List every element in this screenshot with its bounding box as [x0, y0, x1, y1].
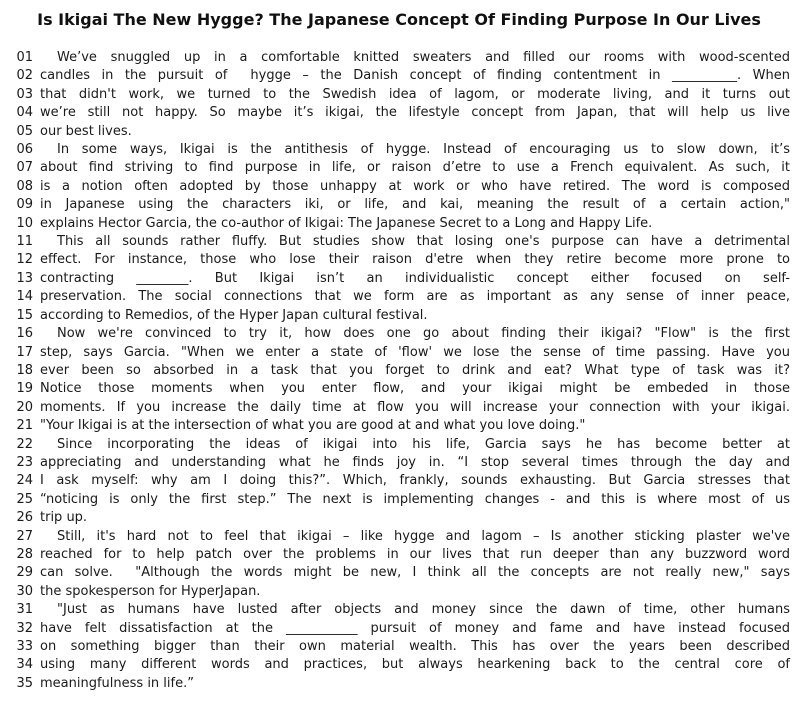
passage-line: [0, 656, 798, 674]
line-number: 27: [16, 528, 33, 544]
line-number: 21: [16, 418, 33, 434]
line-number: 10: [16, 215, 33, 231]
line-number: 04: [16, 105, 33, 121]
line-text: step, says Garcia. "When we enter a state of 'flow' we lose the sense of time passing. Have you: [40, 344, 790, 360]
line-number: 15: [16, 307, 33, 323]
passage-line: [0, 399, 798, 417]
passage-line: [0, 472, 798, 490]
passage-line: [0, 564, 798, 582]
passage-line: [0, 454, 798, 472]
line-number: 11: [16, 234, 33, 250]
line-number: 08: [16, 178, 33, 194]
line-number: 24: [16, 473, 33, 489]
passage-line: [0, 528, 798, 546]
line-number: 06: [16, 142, 33, 158]
line-number: 12: [16, 252, 33, 268]
line-text: In some ways, Ikigai is the antithesis of hygge. Instead of encouraging us to slow down, it’s: [57, 142, 790, 158]
line-number: 28: [16, 546, 33, 562]
line-number: 07: [16, 160, 33, 176]
line-number: 22: [16, 436, 33, 452]
passage-line: [0, 638, 798, 656]
line-text: ever been so absorbed in a task that you forget to drink and eat? What type of task was it?: [40, 362, 790, 378]
passage-line: [0, 601, 798, 619]
line-number: 23: [16, 454, 33, 470]
line-text: have felt dissatisfaction at the ___________ pursuit of money and fame and have instead focused: [40, 620, 790, 636]
line-text: can solve. "Although the words might be new, I think all the concepts are not really new," says: [40, 565, 790, 581]
line-number: 02: [16, 68, 33, 84]
line-number: 35: [16, 675, 33, 691]
line-text: reached for to help patch over the problems in our lives that run deeper than any buzzword word: [40, 546, 790, 562]
line-text: Now we're convinced to try it, how does one go about finding their ikigai? "Flow" is the first: [57, 326, 790, 342]
passage-line: [0, 675, 798, 693]
line-number: 30: [16, 583, 33, 599]
line-text: on something bigger than their own material wealth. This has over the years been described: [40, 639, 790, 654]
line-number: 32: [16, 620, 33, 636]
line-text: I ask myself: why am I doing this?”. Which, frankly, sounds exhausting. But Garcia stresses that: [40, 473, 790, 489]
line-number: 29: [16, 565, 33, 581]
line-number: 09: [16, 197, 33, 213]
line-number: 13: [16, 270, 33, 286]
passage-line: [0, 417, 798, 435]
line-number: 20: [16, 399, 33, 415]
passage-line: [0, 344, 798, 362]
passage-line: [0, 196, 798, 214]
line-number: 26: [16, 510, 33, 526]
passage-lines: [0, 49, 798, 693]
passage-line: [0, 620, 798, 638]
passage-line: [0, 123, 798, 141]
line-text: effect. For instance, those who lose their raison d'etre when they retire become more prone to: [40, 252, 790, 268]
line-number: 33: [16, 639, 33, 654]
line-text: is a notion often adopted by those unhappy at work or who have retired. The word is composed: [40, 178, 790, 194]
line-text: we’re still not happy. So maybe it’s ikigai, the lifestyle concept from Japan, that will help us live: [40, 105, 790, 121]
passage-line: [0, 49, 798, 67]
line-text: moments. If you increase the daily time at flow you will increase your connection with your ikigai.: [40, 399, 790, 415]
passage-line: [0, 307, 798, 325]
passage-line: [0, 380, 798, 398]
line-text: our best lives.: [40, 123, 132, 139]
line-number: 18: [16, 362, 33, 378]
passage-line: [0, 104, 798, 122]
line-number: 05: [16, 123, 33, 139]
line-number: 14: [16, 289, 33, 305]
line-number: 31: [16, 602, 33, 618]
worksheet-page: [0, 10, 798, 693]
line-text: preservation. The social connections that we form are as important as any sense of inner peace,: [40, 289, 790, 305]
passage-line: [0, 491, 798, 509]
line-number: 25: [16, 491, 33, 507]
line-text: This all sounds rather fluffy. But studies show that losing one's purpose can have a detrimental: [57, 234, 790, 250]
line-text: that didn't work, we turned to the Swedish idea of lagom, or moderate living, and it turns out: [40, 86, 790, 102]
passage-line: [0, 215, 798, 233]
passage-line: [0, 362, 798, 380]
line-number: 17: [16, 344, 33, 360]
line-text: Notice those moments when you enter flow, and your ikigai might be embeded in those: [40, 381, 790, 397]
passage-line: [0, 178, 798, 196]
line-text: appreciating and understanding what he finds joy in. “I stop several times through the day and: [40, 454, 790, 470]
line-text: We’ve snuggled up in a comfortable knitted sweaters and filled our rooms with wood-scented: [57, 50, 790, 65]
passage-line: [0, 141, 798, 159]
line-text: the spokesperson for HyperJapan.: [40, 583, 261, 599]
line-number: 16: [16, 326, 33, 342]
passage-line: [0, 288, 798, 306]
line-text: candles in the pursuit of hygge – the Danish concept of finding contentment in __________. When: [40, 68, 790, 84]
line-text: explains Hector Garcia, the co-author of Ikigai: The Japanese Secret to a Long and Happy Life.: [40, 215, 653, 231]
line-text: meaningfulness in life.”: [40, 675, 194, 691]
line-text: according to Remedios, of the Hyper Japan cultural festival.: [40, 307, 428, 323]
passage-line: [0, 159, 798, 177]
line-text: "Your Ikigai is at the intersection of what you are good at and what you love doing.": [40, 418, 586, 434]
passage-line: [0, 546, 798, 564]
line-text: "Just as humans have lusted after objects and money since the dawn of time, other humans: [57, 602, 790, 618]
line-number: 19: [16, 381, 33, 397]
passage-line: [0, 67, 798, 85]
line-number: 03: [16, 86, 33, 102]
line-number: 34: [16, 657, 33, 673]
line-text: Since incorporating the ideas of ikigai into his life, Garcia says he has become better at: [57, 436, 790, 452]
line-text: using many different words and practices, but always hearkening back to the central core of: [40, 657, 790, 673]
line-text: trip up.: [40, 510, 88, 526]
line-text: about find striving to find purpose in life, or raison d’etre to use a French equivalent. As such, it: [40, 160, 790, 176]
passage-line: [0, 233, 798, 251]
passage-line: [0, 509, 798, 527]
passage-line: [0, 270, 798, 288]
line-text: contracting ________. But Ikigai isn’t an individualistic concept either focused on self-: [40, 270, 790, 286]
line-text: in Japanese using the characters iki, or life, and kai, meaning the result of a certain action,": [40, 197, 790, 213]
passage-line: [0, 436, 798, 454]
passage-line: [0, 251, 798, 269]
line-text: Still, it's hard not to feel that ikigai – like hygge and lagom – Is another sticking plaster we've: [57, 528, 790, 544]
line-text: “noticing is only the first step.” The next is implementing changes - and this is where most of us: [40, 491, 790, 507]
passage-line: [0, 583, 798, 601]
page-title: Is Ikigai The New Hygge? The Japanese Concept Of Finding Purpose In Our Lives: [37, 10, 761, 29]
line-number: 01: [16, 50, 33, 65]
passage-line: [0, 325, 798, 343]
passage-line: [0, 86, 798, 104]
